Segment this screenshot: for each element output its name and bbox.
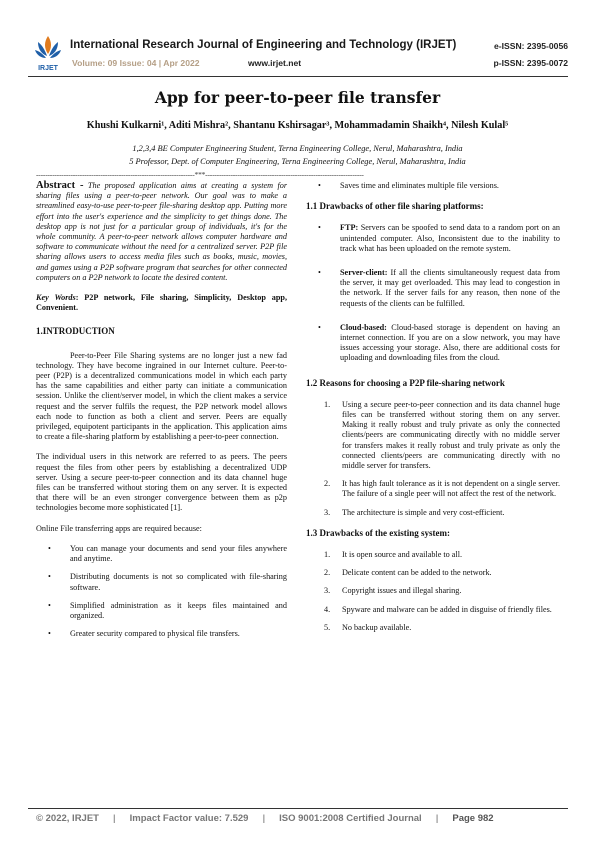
list-item: • Greater security compared to physical file transfers. bbox=[48, 629, 240, 639]
list-item: • Distributing documents is not so complicated with file-sharing software. bbox=[48, 572, 287, 592]
footer-impact-factor: Impact Factor value: 7.529 bbox=[129, 813, 249, 824]
abstract-label: Abstract - bbox=[36, 180, 84, 191]
journal-header bbox=[28, 30, 568, 78]
bullet-icon: • bbox=[318, 322, 321, 332]
benefits-list-continued bbox=[306, 181, 560, 191]
footer-separator: | bbox=[112, 813, 116, 824]
affiliation-students: 1,2,3,4 BE Computer Engineering Student, Terna Engineering College, Nerul, Maharashtra, India bbox=[132, 144, 463, 153]
benefits-list bbox=[36, 544, 287, 639]
intro-paragraph-3: Online File transferring apps are required because: bbox=[36, 523, 202, 533]
list-item: 1. It is open source and available to all. bbox=[324, 550, 463, 560]
list-item: 2. It has high fault tolerance as it is not dependent on a single server. The failure of a single peer will not affect the rest of the network. bbox=[324, 479, 560, 499]
p-issn: p-ISSN: 2395-0072 bbox=[493, 58, 568, 68]
introduction-heading: 1.INTRODUCTION bbox=[36, 326, 115, 337]
right-column bbox=[306, 181, 560, 641]
bullet-icon: • bbox=[48, 629, 51, 639]
list-item: 3. The architecture is simple and very cost-efficient. bbox=[324, 507, 505, 517]
author-list: Khushi Kulkarni¹, Aditi Mishra², Shantanu Kshirsagar³, Mohammadamin Shaikh⁴, Nilesh Kulal⁵ bbox=[86, 120, 509, 131]
list-item: 5. No backup available. bbox=[324, 622, 412, 632]
list-item: • Cloud-based: Cloud-based storage is dependent on having an internet connection. If you are on a slow network, you may have issues accessing your storage. Also, there are additional costs for uploading and downloading files from the cloud. bbox=[318, 322, 560, 363]
e-issn: e-ISSN: 2395-0056 bbox=[493, 41, 568, 51]
list-item: 3. Copyright issues and illegal sharing. bbox=[324, 586, 462, 596]
header-divider bbox=[28, 76, 568, 77]
paper-title: App for peer-to-peer file transfer bbox=[154, 88, 441, 107]
keywords-text: : P2P network, File sharing, Simplicity, Desktop app, Convenient. bbox=[36, 293, 287, 313]
irjet-logo bbox=[34, 32, 62, 76]
list-item: 2. Delicate content can be added to the network. bbox=[324, 568, 492, 578]
list-item: • Server-client: If all the clients simultaneously request data from the server, it may get overloaded. This may lead to congestion in the network. If the server fails for any reason, then none of the requests of the clients can be fulfilled. bbox=[318, 268, 560, 308]
footer-iso: ISO 9001:2008 Certified Journal bbox=[279, 813, 422, 824]
reasons-list bbox=[306, 400, 560, 518]
intro-paragraph-2: The individual users in this network are referred to as peers. The peers request the files from other peers by establishing a decentralized UDP server. Using a secure peer-to-peer connection and its data channel huge files can be transferred without storing them on any server. It is expected that there will be an even stronger convergence between them as p2p technologies become more sophisticated [1]. bbox=[36, 452, 287, 513]
keywords-label: Key Words bbox=[36, 293, 76, 303]
footer-copyright: © 2022, IRJET bbox=[36, 813, 99, 824]
drawbacks-other-list bbox=[306, 223, 560, 363]
bullet-icon: • bbox=[318, 181, 321, 190]
drawbacks-existing-list bbox=[306, 550, 560, 633]
journal-title: International Research Journal of Engineering and Technology (IRJET) bbox=[70, 39, 457, 51]
journal-website[interactable]: www.irjet.net bbox=[248, 58, 302, 68]
list-item: • Simplified administration as it keeps files maintained and organized. bbox=[48, 600, 287, 620]
list-item: • Saves time and eliminates multiple file versions. bbox=[318, 181, 499, 190]
bullet-icon: • bbox=[48, 572, 51, 582]
section-1-2-heading: 1.2 Reasons for choosing a P2P file-sharing network bbox=[306, 377, 505, 388]
footer-divider bbox=[28, 808, 568, 809]
footer-separator: | bbox=[262, 813, 266, 824]
affiliation-professor: 5 Professor, Dept. of Computer Engineering, Terna Engineering College, Nerul, Maharashtra, India bbox=[129, 157, 466, 166]
page-footer bbox=[36, 813, 560, 824]
intro-paragraph-1: Peer-to-Peer File Sharing systems are no longer just a new fad technology. They have become ingrained in our Internet culture. Peer-to-peer (P2P) is a decentralized communications model in which each party has the same capabilities and either party can initiate a communication session. Unlike the client/server model, in which the client makes a service request and the server fulfils the request, the P2P network model allows each node to function as both a client and server. Peers are equally privileged, equipotent participants in the application. This application aims to create a file-sharing platform by establishing a peer-to-peer connection. bbox=[36, 350, 287, 442]
left-column bbox=[36, 181, 287, 647]
bullet-icon: • bbox=[318, 223, 321, 233]
keywords bbox=[36, 293, 287, 313]
list-item: • You can manage your documents and send your files anywhere and anytime. bbox=[48, 543, 287, 564]
footer-separator: | bbox=[435, 813, 439, 824]
logo-text: IRJET bbox=[38, 65, 58, 72]
bullet-icon: • bbox=[48, 600, 51, 610]
footer-page-number: Page 982 bbox=[452, 813, 494, 824]
list-item: 4. Spyware and malware can be added in disguise of friendly files. bbox=[324, 604, 552, 614]
bullet-icon: • bbox=[48, 543, 51, 553]
list-item: • FTP: Servers can be spoofed to send data to a random port on an unintended computer. Also, Inconsistent due to the inability to track what has been uploaded on the remote system. bbox=[318, 223, 560, 253]
section-separator: ---------------------------------------------------------------------***--------------------------------------------------------------------- bbox=[36, 170, 364, 179]
section-1-1-heading: 1.1 Drawbacks of other file sharing platforms: bbox=[306, 201, 484, 212]
bullet-icon: • bbox=[318, 268, 321, 278]
abstract bbox=[36, 181, 287, 283]
list-item: 1. Using a secure peer-to-peer connection and its data channel huge files can be transferred without storing them on any server. Making it really robust and truly private as only the connected clients/peers are communicating directly with no middle server for transfers makes it really robust and truly private as only the connected clients/peers are communicating directly with no middle server for transfers. bbox=[324, 399, 560, 471]
abstract-text: The proposed application aims at creating a system for sharing files using a peer-to-peer network. Our goal was to make a streamlined easy-to-use peer-to-peer file-sharing desktop app. Putting more effort into the user's experience and the simplicity to get things done. The desktop app is not just for a particular group of individuals, it's for the whole community. A peer-to-peer network allows computer hardware and software to communicate without the need for a centralized server. P2P file sharing allows users to access media files such as books, music, movies, and games using a P2P software program that searches for other connected computers on a P2P network to locate the desired content. bbox=[36, 181, 288, 282]
volume-issue: Volume: 09 Issue: 04 | Apr 2022 bbox=[72, 58, 200, 68]
section-1-3-heading: 1.3 Drawbacks of the existing system: bbox=[306, 527, 450, 538]
